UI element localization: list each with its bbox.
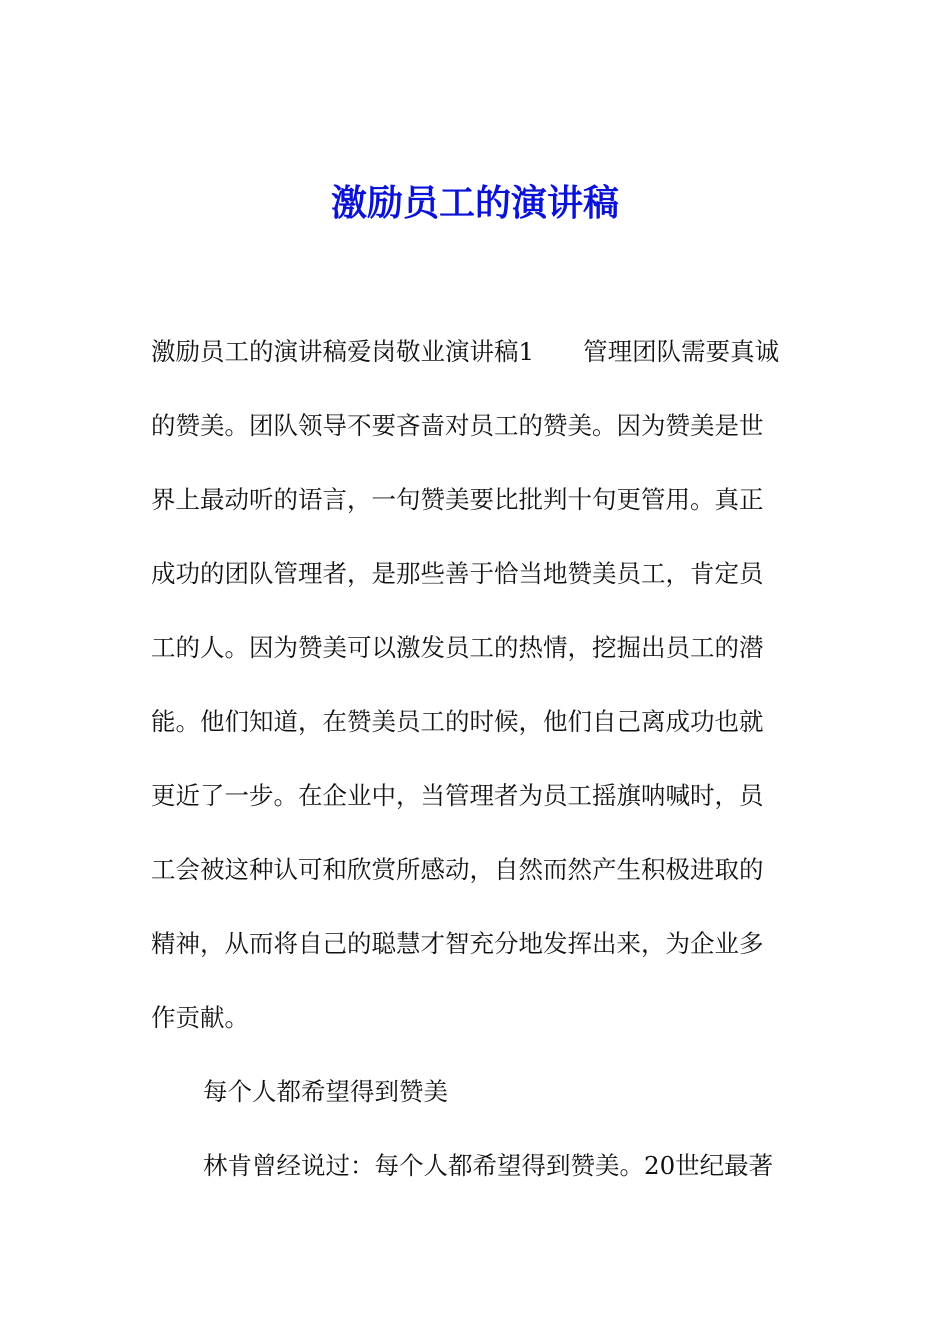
document-body — [151, 333, 811, 1221]
section-heading: 每个人都希望得到赞美 — [203, 1077, 448, 1106]
document-title: 激励员工的演讲稿 — [330, 182, 619, 224]
body-line: 能。他们知道，在赞美员工的时候，他们自己离成功也就 — [151, 707, 764, 736]
body-line: 林肯曾经说过：每个人都希望得到赞美。20世纪最著 — [203, 1151, 774, 1180]
body-line: 成功的团队管理者，是那些善于恰当地赞美员工，肯定员 — [151, 559, 764, 588]
body-line: 界上最动听的语言，一句赞美要比批判十句更管用。真正 — [151, 485, 764, 514]
body-line: 工会被这种认可和欣赏所感动，自然而然产生积极进取的 — [151, 855, 764, 884]
body-line: 精神，从而将自己的聪慧才智充分地发挥出来，为企业多 — [151, 929, 764, 958]
body-line: 激励员工的演讲稿爱岗敬业演讲稿1 管理团队需要真诚 — [151, 337, 780, 366]
body-line: 作贡献。 — [151, 1003, 249, 1032]
body-line: 更近了一步。在企业中，当管理者为员工摇旗呐喊时，员 — [151, 781, 764, 810]
body-line: 工的人。因为赞美可以激发员工的热情，挖掘出员工的潜 — [151, 633, 764, 662]
body-line: 的赞美。团队领导不要吝啬对员工的赞美。因为赞美是世 — [151, 411, 764, 440]
